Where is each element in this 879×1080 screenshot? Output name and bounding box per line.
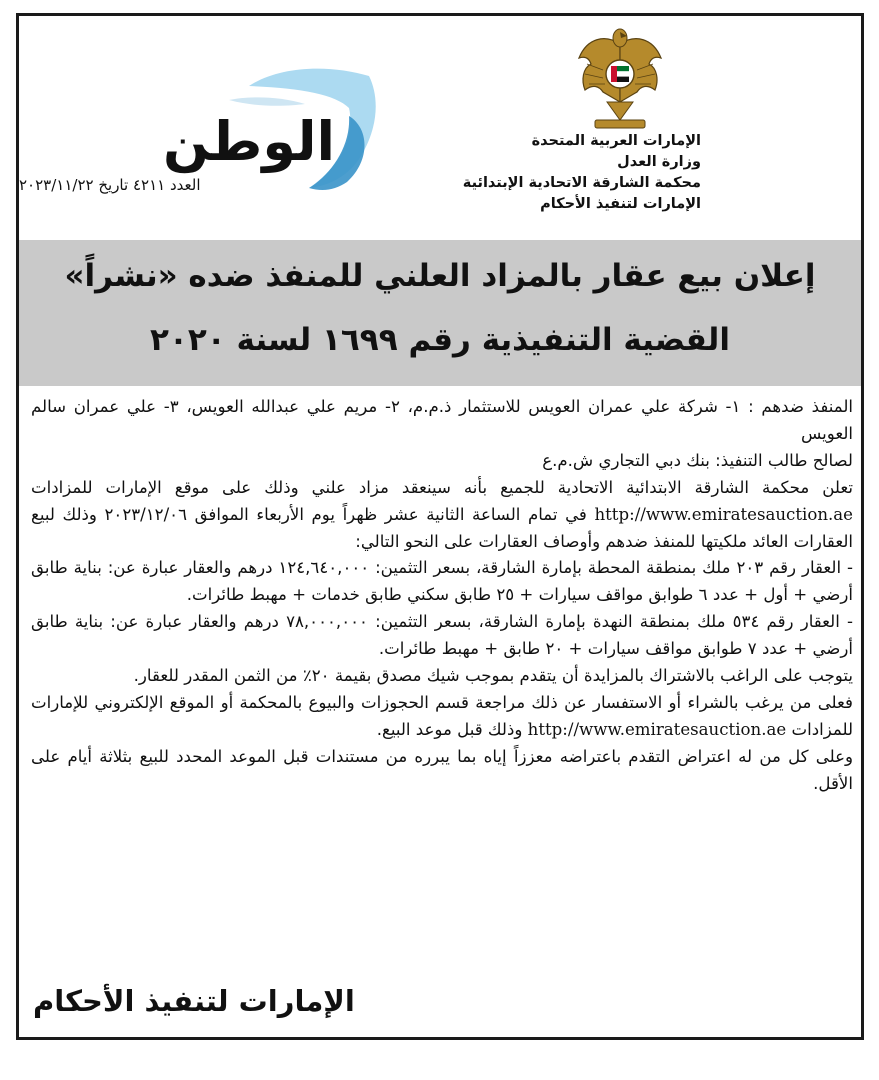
auction-notice-text-a: تعلن محكمة الشارقة الابتدائية الاتحادية للجميع بأنه سينعقد مزاد علني وذلك على موقع الإمارات للمزادات xyxy=(31,477,853,497)
objection-paragraph: وعلى كل من له اعتراض التقدم باعتراضه معززاً إياه بما يبرره من مستندات قبل الموعد المحدد للبيع بثلاثة أيام على الأقل. xyxy=(31,746,853,793)
inquiry-text-a: فعلى من يرغب بالشراء أو الاستفسار عن ذلك مراجعة قسم الحجوزات والبيوع بالمحكمة أو الموقع الإلكتروني للإمارات للمزادات xyxy=(31,692,853,739)
inquiry-website-link[interactable]: http://www.emiratesauction.ae xyxy=(527,719,787,739)
auction-website-link[interactable]: http://www.emiratesauction.ae xyxy=(594,504,853,524)
announcement-frame xyxy=(16,13,864,1040)
announcement-title: إعلان بيع عقار بالمزاد العلني للمنفذ ضده «نشراً» xyxy=(64,258,816,294)
title-band xyxy=(19,240,861,386)
case-number-title: القضية التنفيذية رقم ١٦٩٩ لسنة ٢٠٢٠ xyxy=(150,322,730,358)
deposit-requirement-paragraph: يتوجب على الراغب بالاشتراك بالمزايدة أن يتقدم بموجب شيك مصدق بقيمة ٢٠٪ من الثمن المقدر للعقار. xyxy=(133,666,853,686)
auction-notice-paragraph xyxy=(31,475,853,556)
newspaper-name: الوطن xyxy=(162,110,336,173)
issue-number-date: العدد ٤٢١١ تاريخ ٢٠٢٣/١١/٢٢ xyxy=(19,176,201,194)
auction-notice-text-b: في تمام الساعة الثانية عشر ظهراً يوم الأربعاء الموافق ٢٠٢٣/١٢/٠٦ وذلك لبيع العقارات العائد ملكيتها للمنفذ ضدهم وأوصاف العقارات على النحو التالي: xyxy=(31,504,853,551)
gov-line-court: محكمة الشارقة الاتحادية الإبتدائية xyxy=(462,175,701,191)
claimant-paragraph: لصالح طالب التنفيذ: بنك دبي التجاري ش.م.ع xyxy=(542,450,853,470)
gov-line-execution: الإمارات لتنفيذ الأحكام xyxy=(540,196,701,212)
property-534-paragraph: - العقار رقم ٥٣٤ ملك بمنطقة النهدة بإمارة الشارقة، بسعر التثمين: ٧٨,٠٠٠,٠٠٠ درهم والعقار عبارة عن: بناية طابق أرضي + عدد ٧ طوابق مواقف سيارات + ٢٠ طابق + مهبط طائرات. xyxy=(31,612,854,659)
newspaper-masthead xyxy=(79,56,399,196)
defendants-paragraph: المنفذ ضدهم : ١- شركة علي عمران العويس للاستثمار ذ.م.م، ٢- مريم علي عبدالله العويس، ٣- علي عمران سالم العويس xyxy=(31,397,854,443)
gov-line-country: الإمارات العربية المتحدة xyxy=(531,133,701,149)
uae-falcon-emblem-icon xyxy=(575,24,665,132)
signature: الإمارات لتنفيذ الأحكام xyxy=(33,984,355,1018)
inquiry-paragraph xyxy=(31,690,853,744)
announcement-body xyxy=(31,394,853,798)
inquiry-text-b: وذلك قبل موعد البيع. xyxy=(376,719,523,739)
issuing-authority xyxy=(361,131,701,215)
gov-line-ministry: وزارة العدل xyxy=(617,154,701,170)
property-203-paragraph: - العقار رقم ٢٠٣ ملك بمنطقة المحطة بإمارة الشارقة، بسعر التثمين: ١٢٤,٦٤٠,٠٠٠ درهم والعقار عبارة عن: بناية طابق أرضي + أول + عدد ٦ طوابق مواقف سيارات + ٢٥ طابق سكني طابق خدمات + مهبط طائرات. xyxy=(31,558,853,605)
